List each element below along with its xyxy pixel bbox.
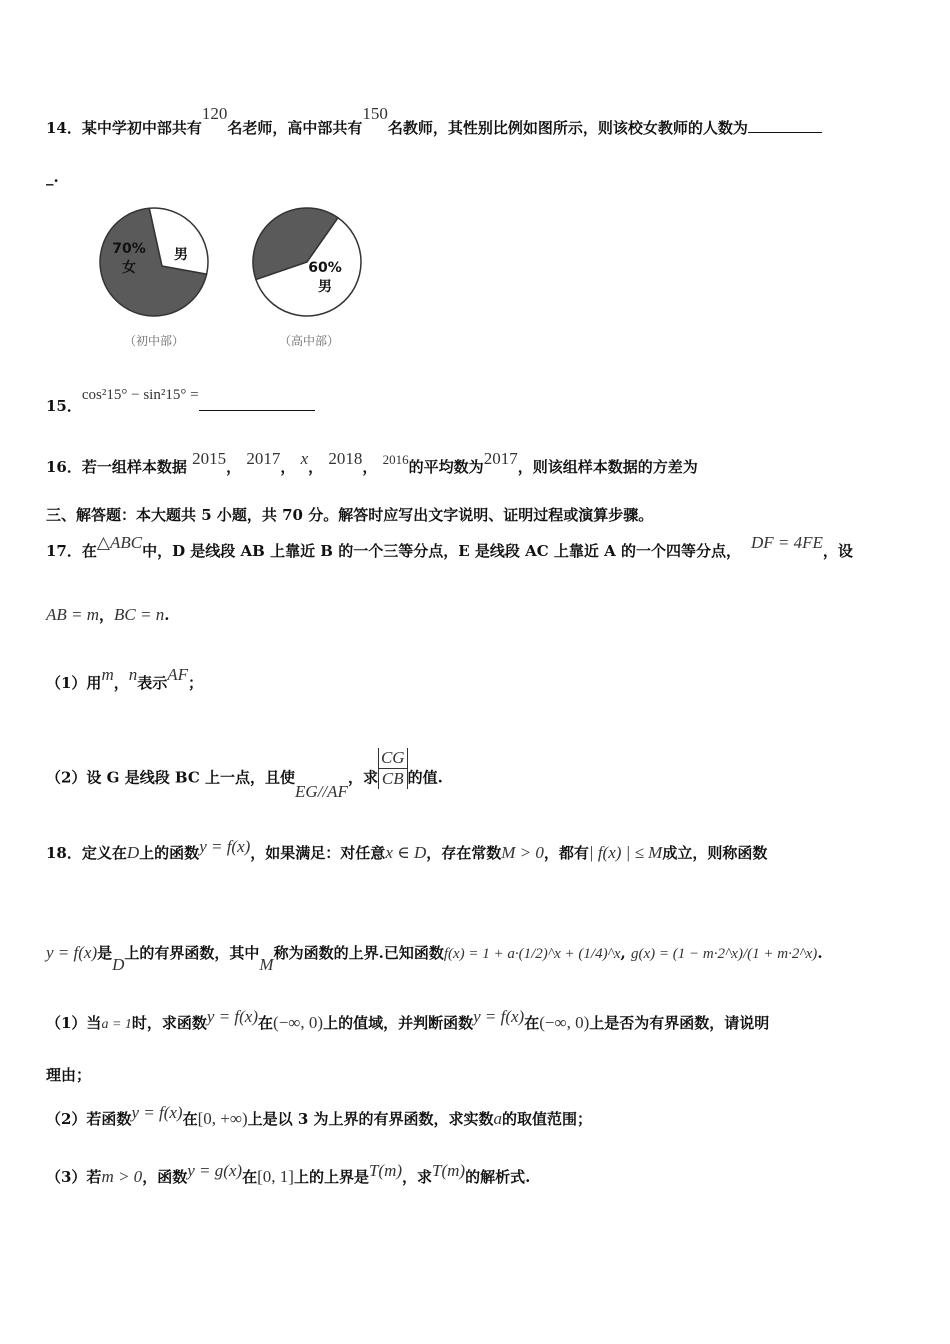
q16-text3: ，则该组样本数据的方差为 (517, 458, 698, 476)
q18-part1 (46, 1007, 770, 1033)
q14-text2: 名老师，高中部共有 (227, 119, 363, 137)
q17-num: 17． (46, 542, 82, 560)
q17-triangle: △ABC (96, 533, 143, 552)
q18-f-def: f(x) = 1 + a·(1/2)^x + (1/4)^x (443, 946, 621, 962)
q18-line2: y = f(x)是D上的有界函数，其中M称为函数的上界.已知函数f(x) = 1 + a·(1/2)^x + (1/4)^x, g(x) = (1 − m·2^x)/(1 + m·2^x). (46, 943, 823, 974)
q18-p3f: 的解析式. (465, 1168, 531, 1186)
q18-p1d: 上的值域，并判断函数 (323, 1014, 474, 1032)
q14-value-150: 150 (362, 104, 388, 123)
q18-l2c: 称为函数的上界.已知函数 (273, 944, 444, 962)
q18-D: D (126, 843, 140, 862)
q17-p2-fraction (378, 748, 408, 789)
q17-relation: DF = 4FE (750, 533, 823, 552)
q18-yfx: y = f(x) (199, 837, 251, 856)
q17-p1-end: ； (188, 674, 204, 692)
pie-junior (100, 208, 208, 348)
q18-p3d: 上的上界是 (293, 1168, 369, 1186)
q18-p1-int-b: (−∞, 0) (539, 1013, 590, 1032)
q18-p3b: ，函数 (142, 1168, 188, 1186)
q17-part2 (46, 748, 443, 801)
q18-p3-int: [0, 1] (257, 1167, 294, 1186)
q18-abs: | f(x) | ≤ M (588, 843, 663, 862)
q18-p2-yfx: y = f(x) (131, 1103, 183, 1122)
q17-line1 (46, 533, 853, 561)
q18-M-positive: M > 0 (501, 843, 544, 862)
q18-p1c: 在 (258, 1014, 274, 1032)
q18-line1 (46, 837, 768, 863)
q18-l2a: 是 (97, 944, 113, 962)
q18-p1-yfx: y = f(x) (206, 1007, 259, 1026)
q16-d2: 2017 (246, 449, 281, 468)
q18-p3c: 在 (242, 1168, 258, 1186)
q17-p1-n: n (128, 665, 138, 684)
q18-text1: 定义在 (81, 844, 127, 862)
q14-num: 14． (46, 119, 82, 137)
q18-text4: ，存在常数 (426, 844, 502, 862)
q18-p3-label: （3）若 (46, 1168, 102, 1186)
q17-p2-cond: EG//AF (295, 781, 348, 801)
q17-line2: AB = m，BC = n. (46, 605, 170, 624)
q17-def-ab: AB = m (46, 605, 100, 624)
q18-p2-label: （2）若函数 (46, 1110, 132, 1128)
q17-part1: （1）用m，n表示AF； (46, 665, 204, 692)
q17-p1-text: 表示 (137, 674, 168, 692)
pie-senior (253, 208, 361, 348)
q18-p1-int: (−∞, 0) (273, 1013, 324, 1032)
q17-def-bc: BC = n (114, 605, 165, 624)
q17-p1-m: m (101, 665, 114, 684)
q17-text2: 中，D 是线段 AB 上靠近 B 的一个三等分点，E 是线段 AC 上靠近 A 的一个四等分点， (142, 542, 741, 560)
q18-text3: ，如果满足：对任意 (250, 844, 386, 862)
q17-p2-label: （2）设 G 是线段 BC 上一点，且使 (46, 768, 296, 787)
q18-p1-yfx-b: y = f(x) (473, 1007, 525, 1026)
q16-d4: 2018 (328, 449, 363, 468)
q17-text3: ，设 (822, 542, 853, 560)
q14-text1: 某中学初中部共有 (81, 119, 202, 137)
q18-p1e: 在 (524, 1014, 540, 1032)
q18-p1f: 上是否为有界函数，请说明 (589, 1014, 770, 1032)
q18-text2: 上的函数 (139, 844, 200, 862)
q16-mean: 2017 (483, 449, 518, 468)
pie-senior-male-pct: 60% (308, 260, 342, 276)
q16-d3: x (300, 449, 309, 468)
q14-text3: 名教师，其性别比例如图所示，则该校女教师的人数为 (387, 119, 748, 137)
q17-p2-denominator: CB (378, 769, 408, 789)
q14-line1 (46, 104, 822, 138)
pie-junior-caption: （初中部） (123, 334, 185, 348)
q14-answer-blank (748, 132, 822, 133)
q18-p1-label: （1）当 (46, 1014, 102, 1032)
q17-p1-af: AF (167, 665, 189, 684)
q17-p2-end: 的值. (407, 768, 443, 787)
q18-p2-a: a (493, 1109, 502, 1128)
q18-p3-Tm-b: T(m) (432, 1161, 466, 1180)
q16-num: 16． (46, 458, 82, 476)
q15-expr: cos²15° − sin²15° = (81, 387, 199, 403)
q18-g-def: g(x) = (1 − m·2^x)/(1 + m·2^x) (631, 946, 818, 962)
q18-p2b: 在 (182, 1110, 198, 1128)
q18-p3e: ，求 (402, 1168, 433, 1186)
pie-junior-female-label: 女 (122, 260, 136, 276)
pie-junior-female-pct: 70% (112, 241, 146, 257)
pie-senior-caption: （高中部） (278, 334, 340, 348)
q18-p3-Tm: T(m) (368, 1161, 403, 1180)
q18-text6: 成立，则称函数 (662, 844, 768, 862)
q17-text1: 在 (81, 542, 97, 560)
q18-M: M (259, 955, 274, 974)
q18-num: 18． (46, 844, 82, 862)
q18-p3-ygx: y = g(x) (187, 1161, 243, 1180)
q15-num: 15． (46, 397, 82, 415)
q16-text2: 的平均数为 (408, 458, 484, 476)
q16-d1: 2015 (192, 449, 227, 468)
q18-x-in-D: x ∈ D (385, 843, 427, 862)
q17-p2-text: ，求 (347, 768, 378, 787)
q18-text5: ，都有 (543, 844, 589, 862)
q18-p1-a1: a = 1 (101, 1017, 132, 1032)
q18-p2-int: [0, +∞) (197, 1109, 248, 1128)
q16-d5: 2016 (382, 452, 409, 467)
pie-senior-male-label: 男 (318, 279, 332, 295)
q18-part3 (46, 1161, 531, 1187)
q15-line (46, 383, 315, 415)
pie-charts (82, 200, 402, 370)
q16-text1: 若一组样本数据 (81, 458, 187, 476)
q17-p1-label: （1）用 (46, 674, 102, 692)
pie-junior-male-label: 男 (174, 247, 188, 263)
q18-p1b: 时，求函数 (131, 1014, 207, 1032)
q14-value-120: 120 (201, 104, 228, 123)
q18-p2d: 的取值范围； (502, 1110, 593, 1128)
q18-part2 (46, 1103, 593, 1129)
q15-answer-blank (199, 410, 315, 411)
q18-l2b: 上的有界函数，其中 (124, 944, 260, 962)
section3-heading: 三、解答题：本大题共 5 小题，共 70 分。解答时应写出文字说明、证明过程或演算步骤。 (46, 506, 654, 524)
q18-yfx-2: y = f(x) (46, 943, 98, 962)
q17-p2-numerator: CG (378, 748, 408, 769)
q18-p2c: 上是以 3 为上界的有界函数，求实数 (247, 1110, 494, 1128)
q18-D-2: D (112, 955, 125, 974)
q18-part1-cont: 理由； (46, 1066, 92, 1084)
q16-line: 16．若一组样本数据 2015， 2017， x， 2018， 2016的平均数为2017，则该组样本数据的方差为 (46, 449, 698, 476)
q18-p3-m: m > 0 (101, 1167, 143, 1186)
q14-tail: _. (46, 168, 59, 186)
